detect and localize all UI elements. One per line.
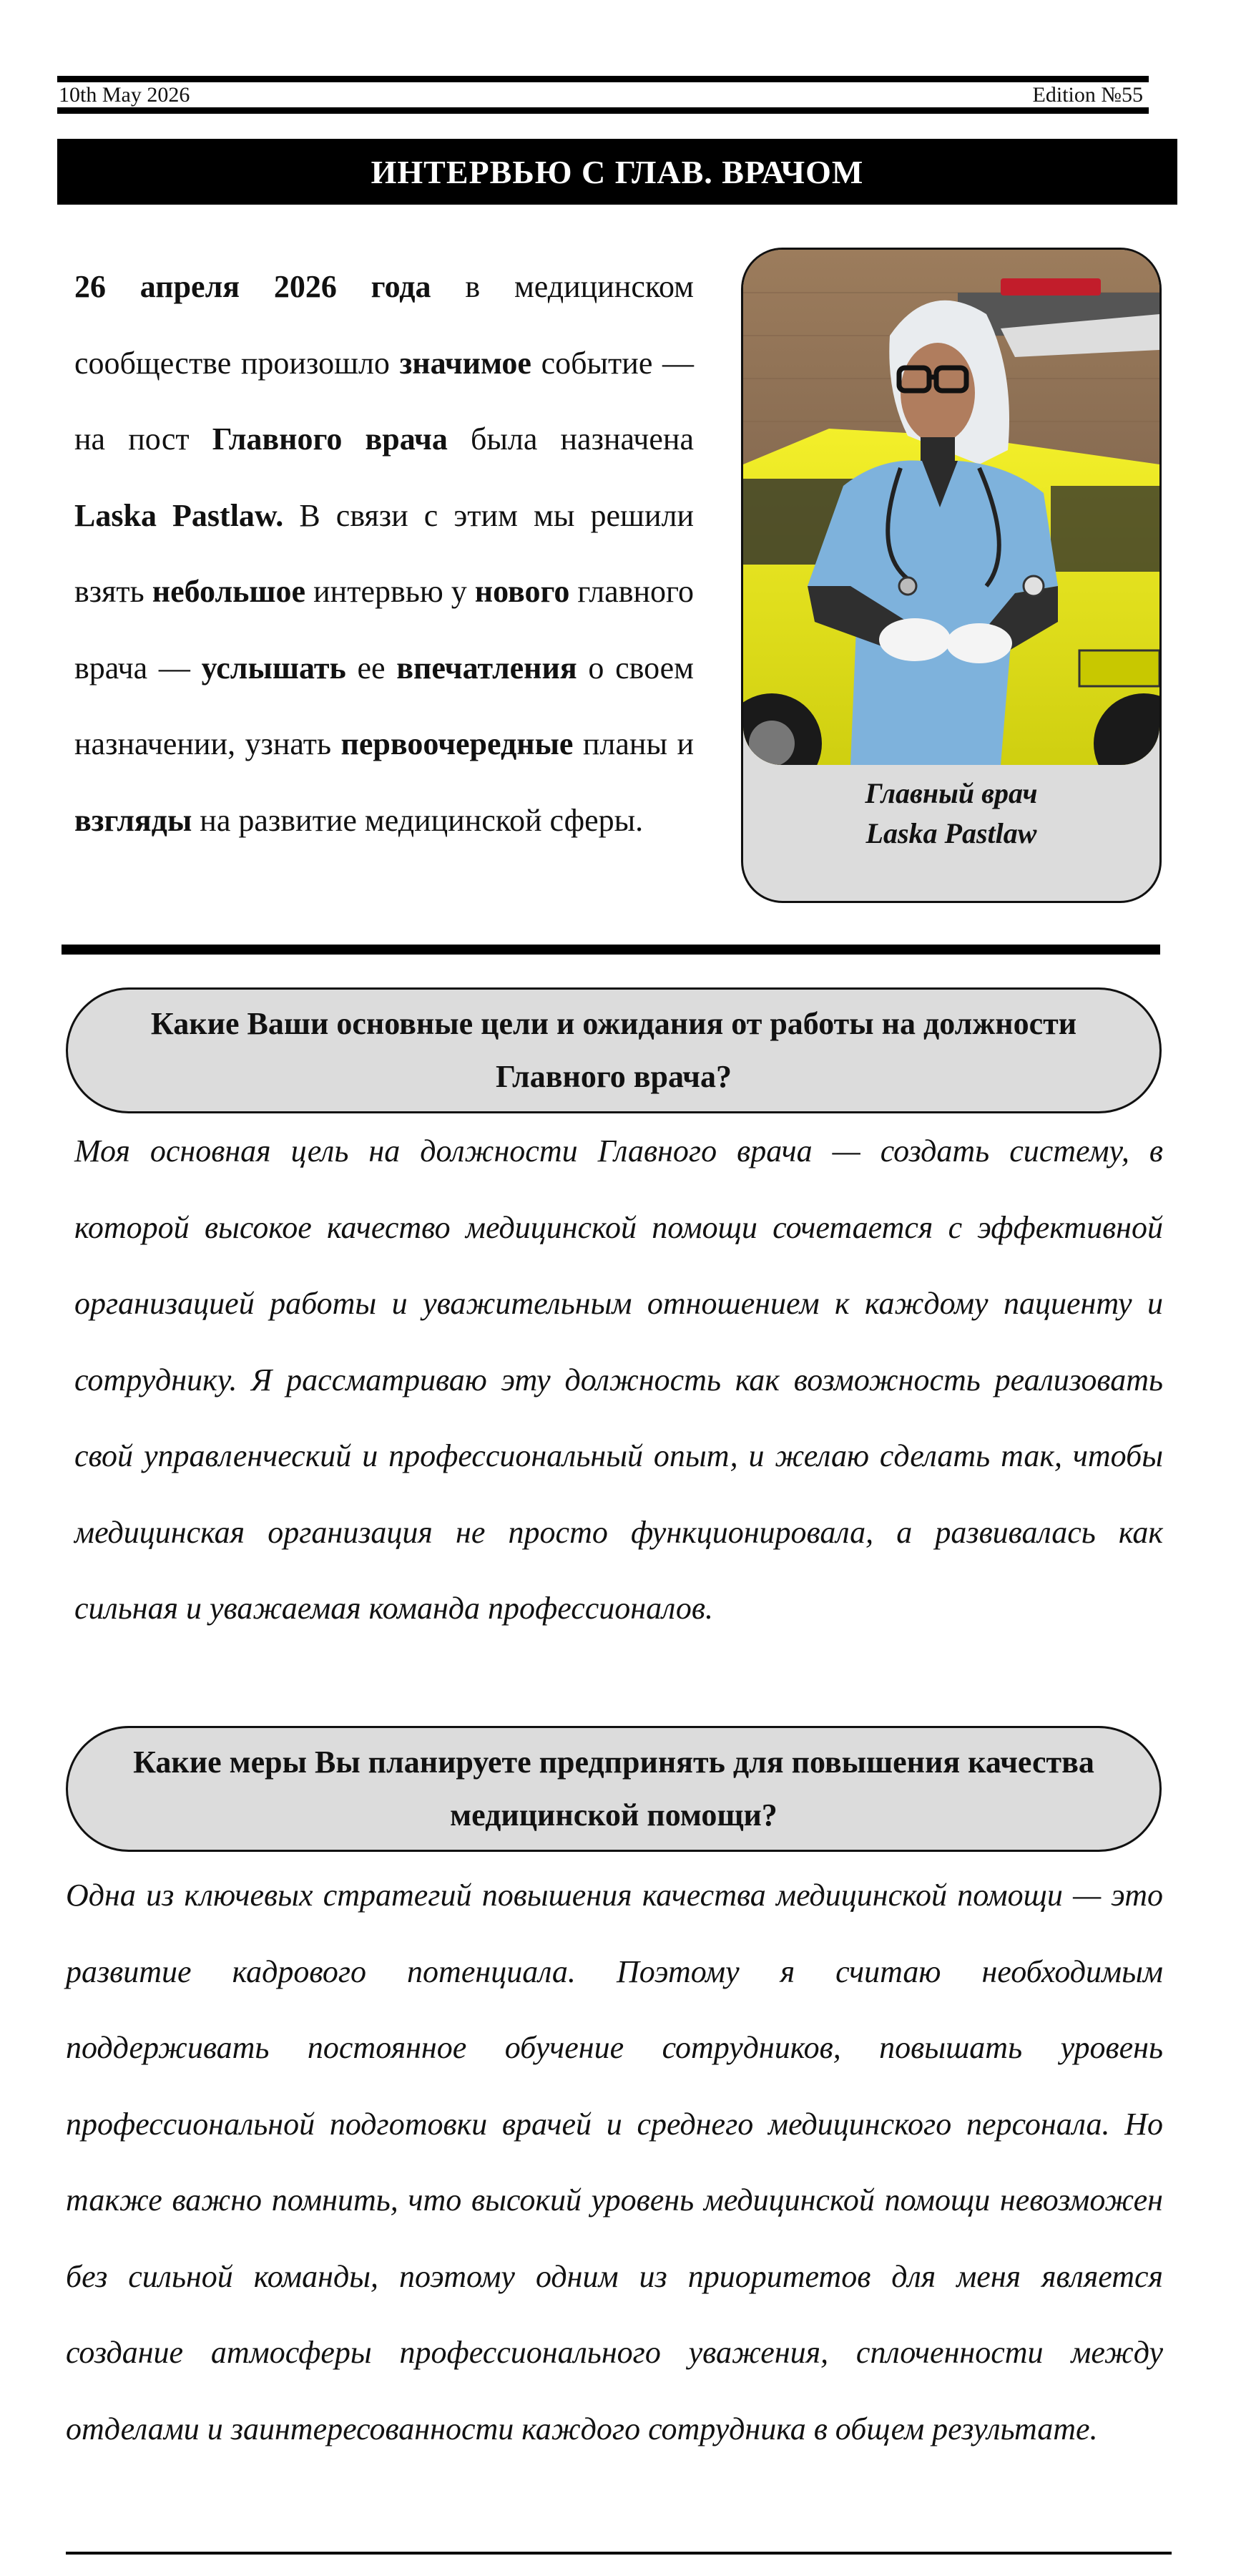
intro-highlight: Laska Pastlaw. bbox=[74, 497, 284, 533]
chief-doctor-photo bbox=[743, 250, 1159, 765]
section-divider bbox=[62, 945, 1160, 955]
intro-text: ее bbox=[345, 650, 397, 686]
intro-text: на развитие медицинской сферы. bbox=[192, 802, 644, 838]
intro-text: планы и bbox=[573, 726, 694, 761]
intro-highlight: небольшое bbox=[152, 574, 306, 609]
issue-date: 10th May 2026 bbox=[59, 83, 190, 107]
intro-text: интервью у bbox=[305, 574, 475, 609]
intro-text: главного врача — bbox=[74, 574, 694, 686]
intro-highlight: впечатления bbox=[396, 650, 577, 686]
footer-rule bbox=[66, 2552, 1172, 2555]
intro-highlight: нового bbox=[474, 574, 570, 609]
question-2 bbox=[66, 1726, 1162, 1852]
intro-text: событие — на пост bbox=[74, 345, 694, 457]
photo-caption-name: Laska Pastlaw bbox=[865, 817, 1037, 849]
answer-2: Одна из ключевых стратегий повышения качества медицинской помощи — это развитие кадрового потенциала. Поэтому я считаю необходимым поддерживать постоянное обучение сотрудников, повышать уровень профессиональной подготовки врачей и среднего медицинского персонала. Но также важно помнить, что высокий уровень медицинской помощи невозможен без сильной команды, поэтому одним из приоритетов для меня является создание атмосферы профессионального уважения, сплоченности между отделами и заинтересованности каждого сотрудника в общем результате. bbox=[66, 1878, 1163, 2446]
question-2-text: Какие меры Вы планируете предпринять для повышения качества медицинской помощи? bbox=[133, 1745, 1094, 1833]
photo-card bbox=[741, 248, 1162, 903]
article-title: ИНТЕРВЬЮ С ГЛАВ. ВРАЧОМ bbox=[371, 153, 864, 190]
intro-text: в медицинском сообществе произошло bbox=[74, 269, 694, 381]
photo-caption-role: Главный врач bbox=[865, 777, 1038, 809]
intro-text: была назначена bbox=[447, 421, 694, 457]
question-1-text: Какие Ваши основные цели и ожидания от работы на должности Главного врача? bbox=[150, 1006, 1077, 1094]
intro-highlight: первоочередные bbox=[340, 726, 574, 761]
intro-highlight: взгляды bbox=[74, 802, 192, 838]
intro-text: В связи с этим мы решили взять bbox=[74, 497, 694, 609]
masthead-bottom-rule bbox=[57, 107, 1149, 114]
intro-highlight: Главного врача bbox=[212, 421, 448, 457]
intro-paragraph bbox=[74, 249, 694, 859]
edition-number: Edition №55 bbox=[1032, 83, 1143, 107]
article-title-banner bbox=[57, 139, 1177, 205]
intro-highlight: 26 апреля 2026 года bbox=[74, 269, 431, 304]
masthead-top-rule bbox=[57, 76, 1149, 82]
chief-doctor-illustration bbox=[743, 250, 1159, 765]
photo-caption bbox=[743, 774, 1159, 854]
intro-highlight: значимое bbox=[399, 345, 531, 381]
question-1 bbox=[66, 987, 1162, 1113]
answer-1: Моя основная цель на должности Главного врача — создать систему, в которой высокое качество медицинской помощи сочетается с эффективной организацией работы и уважительным отношением к каждому пациенту и сотруднику. Я рассматриваю эту должность как возможность реализовать свой управленческий и профессиональный опыт, и желаю сделать так, чтобы медицинская организация не просто функционировала, а развивалась как сильная и уважаемая команда профессионалов. bbox=[74, 1133, 1163, 1626]
intro-highlight: услышать bbox=[201, 650, 346, 686]
intro-text: о своем назначении, узнать bbox=[74, 650, 695, 761]
